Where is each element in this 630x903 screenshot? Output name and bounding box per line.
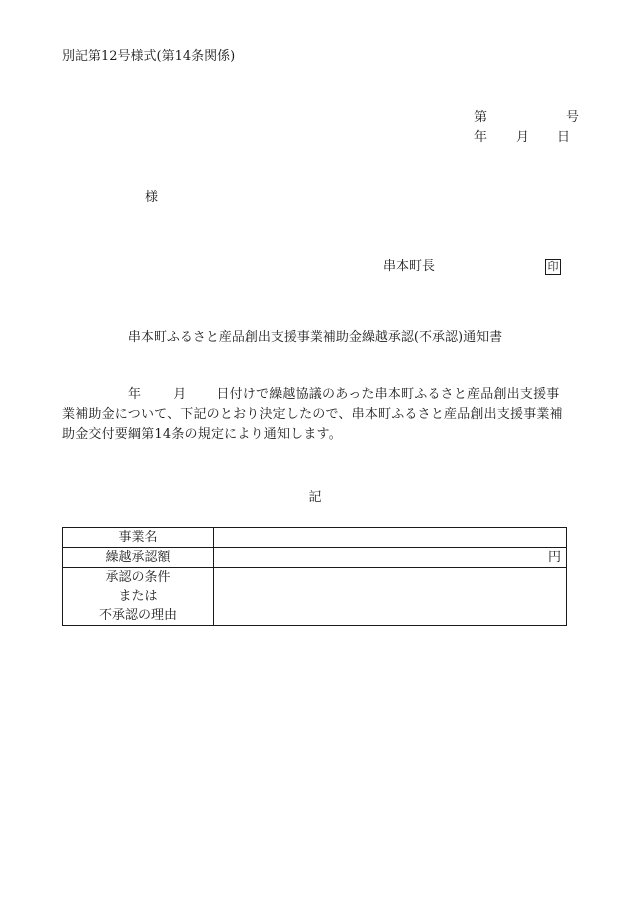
date-day-label: 日 — [557, 130, 571, 145]
body-text: 日付けで繰越協議のあった串本町ふるさと産品創出支援事業補助金について、下記のとおり決定したので、串本町ふるさと産品創出支援事業補助金交付要綱第14条の規定により通知します。 — [62, 387, 563, 442]
carryover-amount-label: 繰越承認額 — [63, 548, 214, 568]
doc-number-suffix: 号 — [566, 110, 580, 125]
ki-heading: 記 — [308, 490, 322, 505]
reason-label — [63, 568, 214, 626]
form-number-label: 別記第12号様式(第14条関係) — [62, 49, 236, 64]
project-name-label: 事業名 — [63, 528, 214, 548]
project-name-value — [214, 528, 567, 548]
addressee-honorific: 様 — [145, 190, 159, 205]
body-year-label: 年 — [128, 387, 142, 402]
body-month-label: 月 — [173, 387, 187, 402]
reason-label-line1: 承認の条件 — [105, 570, 171, 585]
details-table — [62, 527, 567, 626]
reason-value — [214, 568, 567, 626]
reason-label-line3: 不承認の理由 — [98, 608, 177, 623]
doc-number-prefix: 第 — [474, 110, 488, 125]
reason-label-line2: または — [118, 589, 158, 604]
document-title: 串本町ふるさと産品創出支援事業補助金繰越承認(不承認)通知書 — [127, 330, 503, 345]
table-row-project-name — [63, 528, 567, 548]
seal-icon: 印 — [545, 259, 561, 275]
table-row-carryover-amount — [63, 548, 567, 568]
carryover-amount-unit: 円 — [214, 548, 567, 568]
date-year-label: 年 — [474, 130, 488, 145]
table-row-reason — [63, 568, 567, 626]
issuer-title: 串本町長 — [383, 259, 436, 274]
notice-body — [62, 385, 570, 445]
date-month-label: 月 — [516, 130, 530, 145]
